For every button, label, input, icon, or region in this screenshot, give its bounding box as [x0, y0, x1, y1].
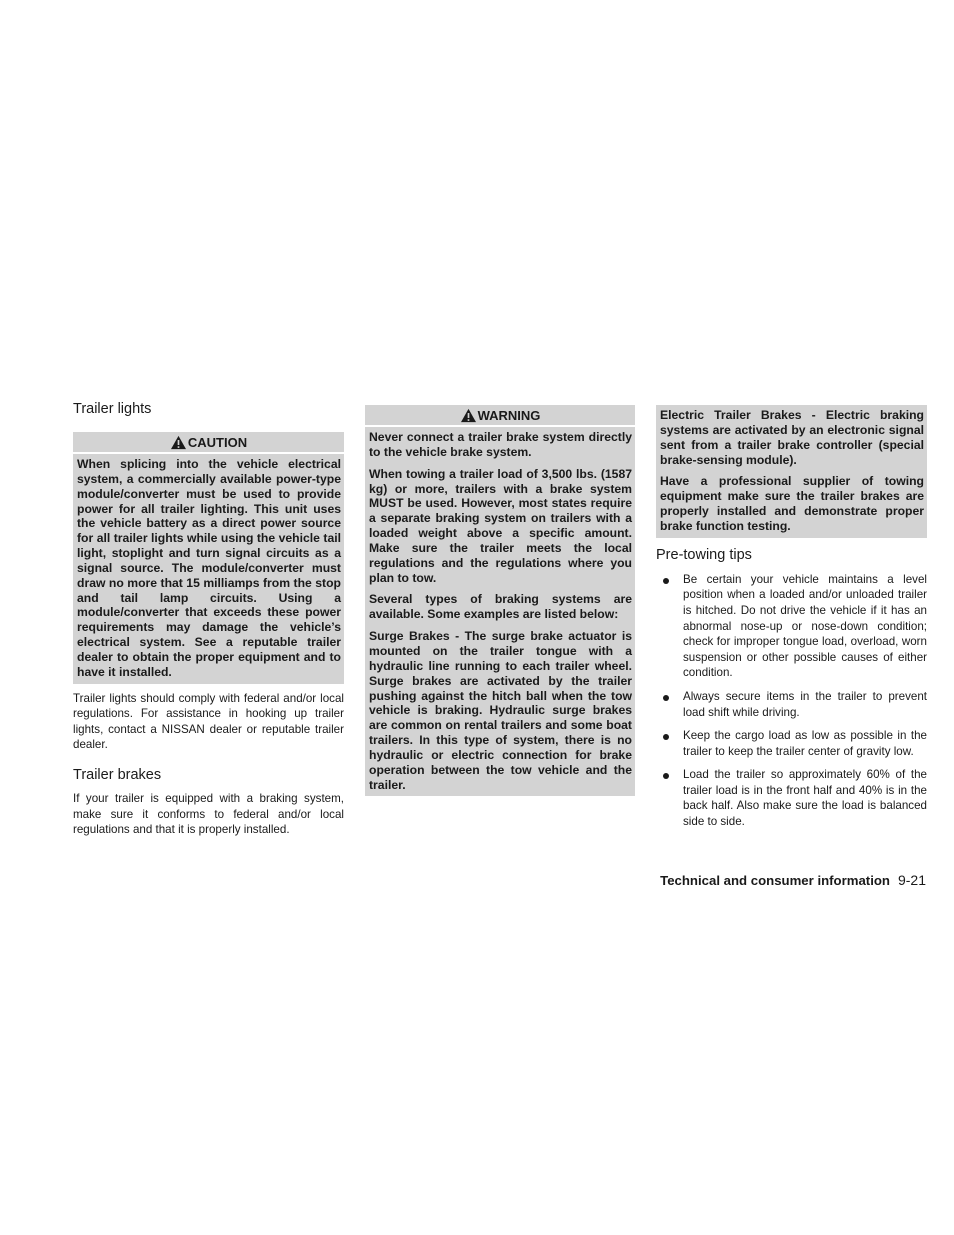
list-item [656, 689, 927, 720]
bullet-icon [663, 773, 669, 779]
trailer-brakes-text: If your trailer is equipped with a braking system, make sure it conforms to federal and/or local regulations and that it is properly installed. [73, 792, 344, 837]
trailer-brakes-heading: Trailer brakes [73, 767, 162, 784]
warning-triangle-icon [460, 408, 477, 423]
warning-box-continued [656, 405, 927, 538]
warning-triangle-icon [170, 435, 187, 450]
list-item [656, 572, 927, 681]
tip-text: Load the trailer so approximately 60% of the trailer load is in the front half and 40% is in the back half. Also make sure the load is balanced side to side. [683, 768, 927, 829]
caution-title [73, 432, 344, 454]
warning-paragraph: Surge Brakes - The surge brake actuator is mounted on the trailer tongue with a hydraulic line running to each trailer wheel. Surge brakes are activated by the trailer pushing against the hitch ball when the tow vehicle is braking. Hydraulic surge brakes are common on rental trailers and some boat trailers. In this type of system, there is no hydraulic or electric connection for brake operation between the tow vehicle and the trailer. [369, 629, 632, 792]
warning-box [365, 405, 635, 796]
page-number: 9-21 [897, 872, 926, 888]
warning-paragraph: Several types of braking systems are available. Some examples are listed below: [369, 592, 632, 622]
page-footer [660, 872, 926, 889]
bullet-icon [663, 734, 669, 740]
pre-towing-heading: Pre-towing tips [656, 546, 752, 563]
list-item [656, 767, 927, 829]
tip-text: Be certain your vehicle maintains a level position when a loaded and/or unloaded trailer is hitched. Do not drive the vehicle if it has an abnormal nose-up or nose-down condition; check for improper tongue load, overload, worn suspension or other possible causes of either condition. [683, 572, 927, 680]
warning-paragraph: When towing a trailer load of 3,500 lbs. (1587 kg) or more, trailers with a brake system MUST be used. However, most states require a separate braking system on trailers with a loaded weight above a specific amount. Make sure the trailer meets the local regulations and the regulations where you plan to tow. [369, 466, 632, 585]
bullet-icon [663, 695, 669, 701]
trailer-lights-heading: Trailer lights [73, 401, 152, 417]
bullet-icon [663, 578, 669, 584]
footer-section-title: Technical and consumer information [660, 873, 890, 888]
warning-paragraph: Have a professional supplier of towing equipment make sure the trailer brakes are properly installed and demonstrate proper brake function testing. [660, 474, 924, 533]
left-column [73, 400, 344, 838]
right-column [656, 405, 927, 838]
list-item [656, 728, 927, 759]
caution-text: When splicing into the vehicle electrical system, a commercially available power-type module/converter must be used to provide power for all trailer lighting. This unit uses the vehicle battery as a direct power source for all trailer lights while using the vehicle tail light, stoplight and turn signal circuits as a signal source. The module/converter must draw no more that 15 milliamps from the stop and tail lamp circuits. Using a module/converter that exceeds these power requirements may damage the vehicle’s electrical system. See a reputable trailer dealer to obtain the proper equipment and to have it installed. [77, 457, 341, 679]
warning-title [365, 405, 635, 427]
pre-towing-tips-list [656, 572, 927, 830]
warning-paragraph: Electric Trailer Brakes - Electric braking systems are activated by an electronic signal sent from a trailer brake controller (special brake-sensing module). [660, 408, 924, 467]
caution-title-text: CAUTION [187, 435, 248, 450]
tip-text: Always secure items in the trailer to prevent load shift while driving. [683, 689, 927, 719]
warning-title-text: WARNING [477, 408, 541, 423]
trailer-lights-text: Trailer lights should comply with federal and/or local regulations. For assistance in hooking up trailer lights, contact a NISSAN dealer or reputable trailer dealer. [73, 691, 344, 752]
tip-text: Keep the cargo load as low as possible in the trailer to keep the trailer center of gravity low. [683, 729, 927, 758]
middle-column [365, 405, 635, 796]
warning-paragraph: Never connect a trailer brake system directly to the vehicle brake system. [369, 430, 632, 459]
caution-box [73, 432, 344, 684]
